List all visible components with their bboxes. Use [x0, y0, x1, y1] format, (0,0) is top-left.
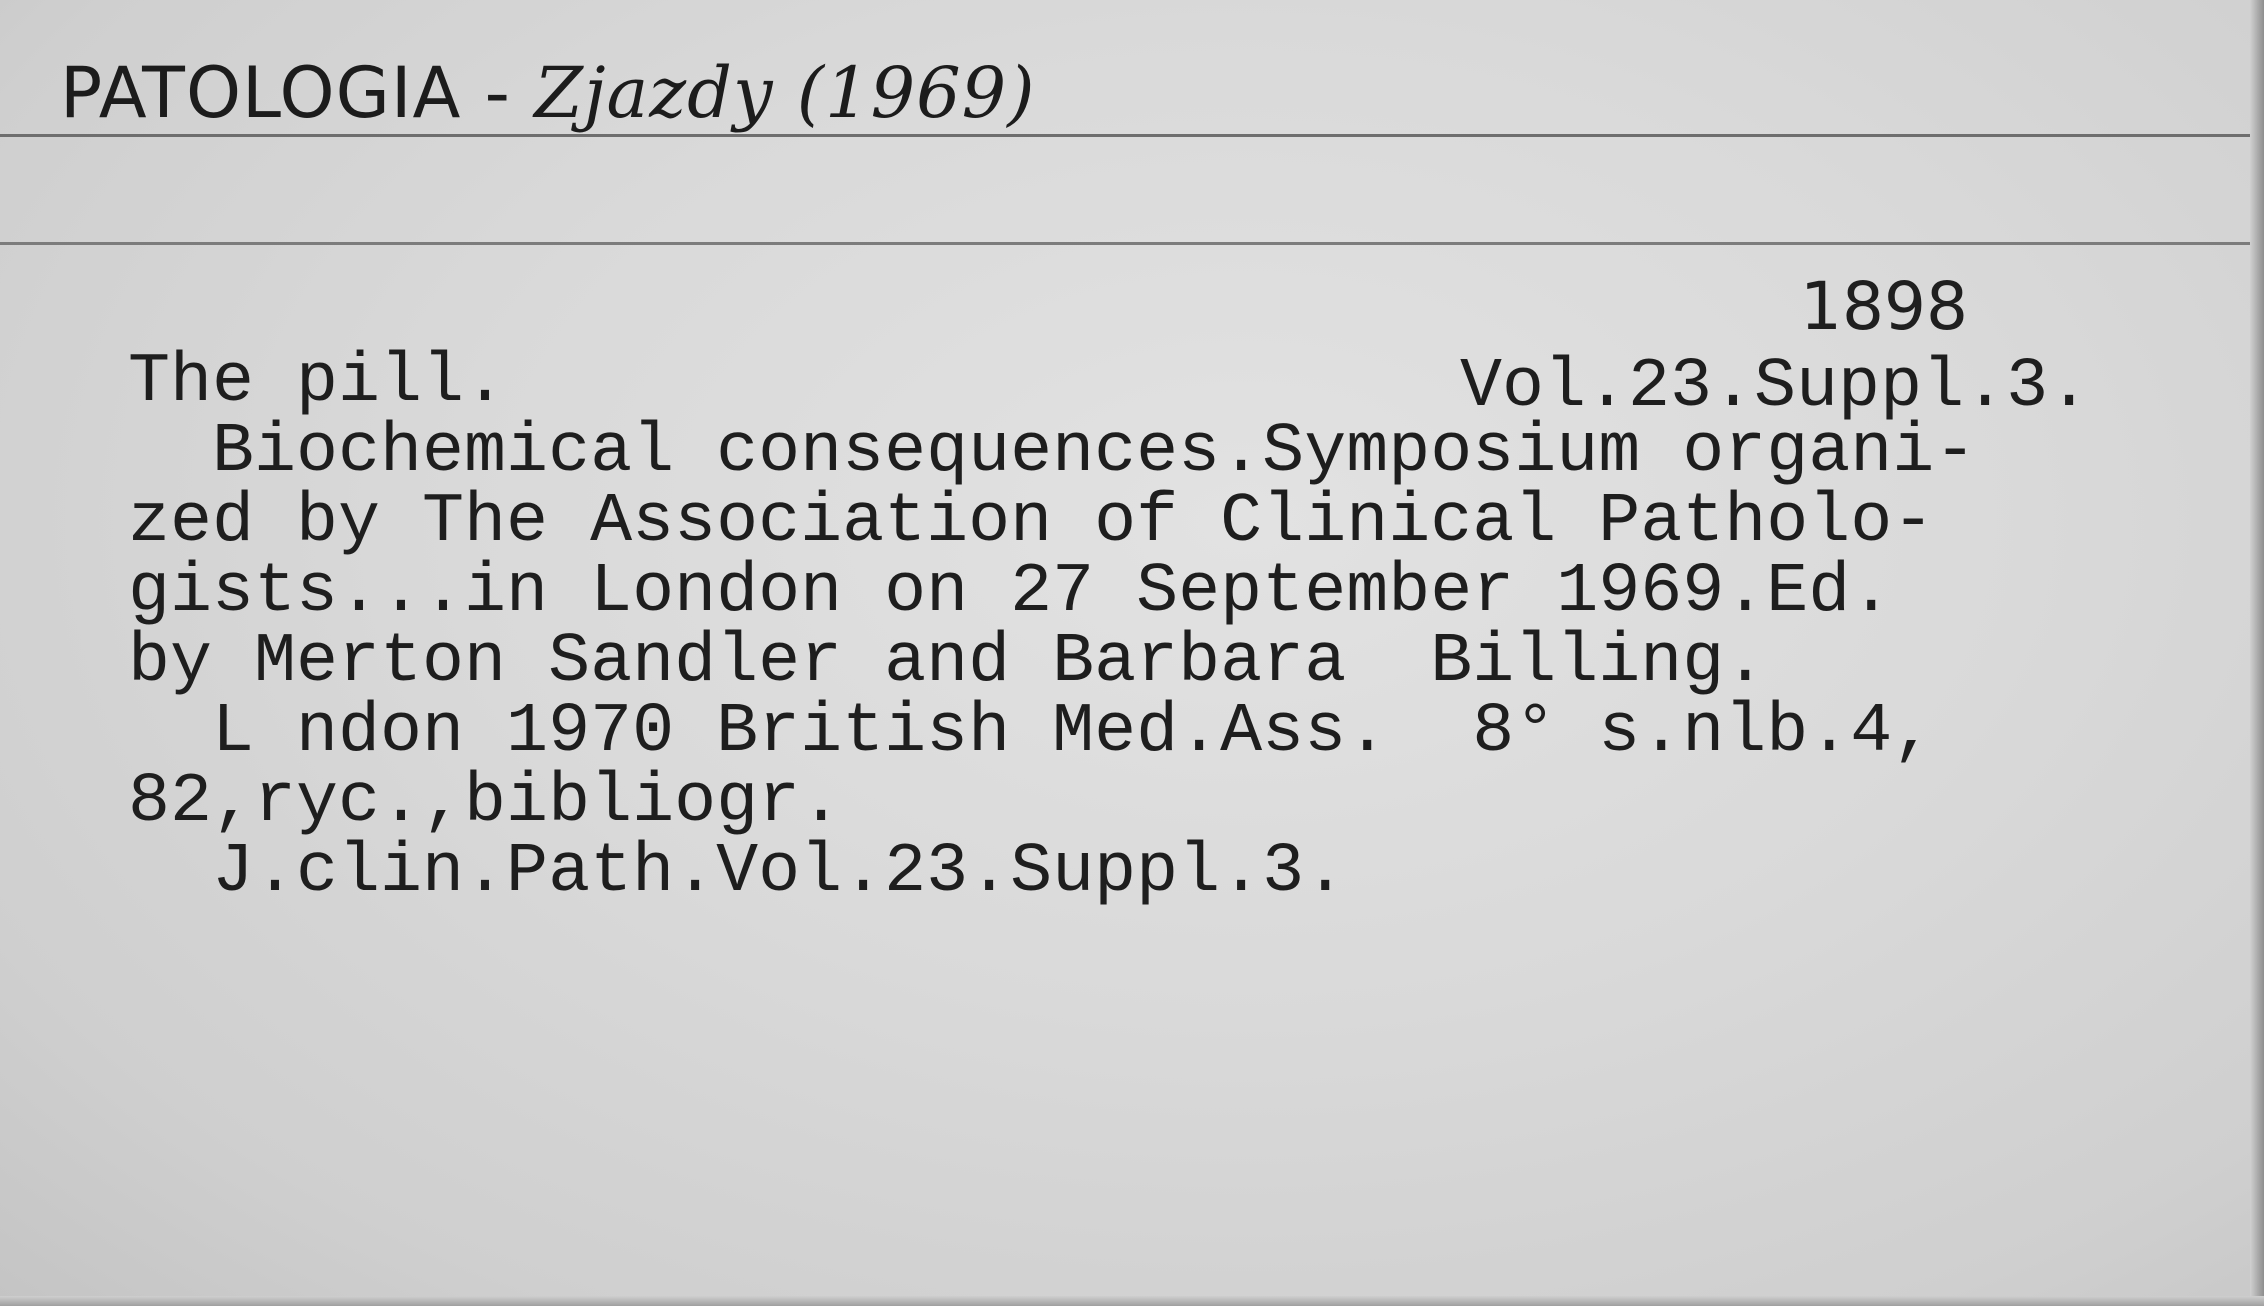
- heading-rule: [0, 134, 2250, 137]
- body-line: Biochemical consequences.Symposium organi-: [128, 413, 1977, 492]
- entry-volume: Vol.23.Suppl.3.: [1460, 348, 2091, 427]
- body-line: 82,ryc.,bibliogr.: [128, 763, 843, 842]
- card-edge-right: [2250, 0, 2264, 1306]
- card-edge-bottom: [0, 1296, 2264, 1306]
- heading-handwritten: Zjazdy (1969): [534, 52, 1036, 134]
- entry-title: The pill.: [128, 343, 507, 422]
- call-number: 1898: [1800, 268, 1968, 345]
- header-rule: [0, 242, 2250, 245]
- body-line: J.clin.Path.Vol.23.Suppl.3.: [128, 833, 1347, 912]
- body-line: L ndon 1970 British Med.Ass. 8° s.nlb.4,: [128, 693, 1935, 772]
- heading-printed: PATOLOGIA -: [60, 52, 535, 134]
- body-line: zed by The Association of Clinical Patholo-: [128, 483, 1935, 562]
- card-heading: [60, 52, 1036, 134]
- body-line: by Merton Sandler and Barbara Billing.: [128, 623, 1767, 702]
- body-line: gists...in London on 27 September 1969.Ed.: [128, 553, 1893, 632]
